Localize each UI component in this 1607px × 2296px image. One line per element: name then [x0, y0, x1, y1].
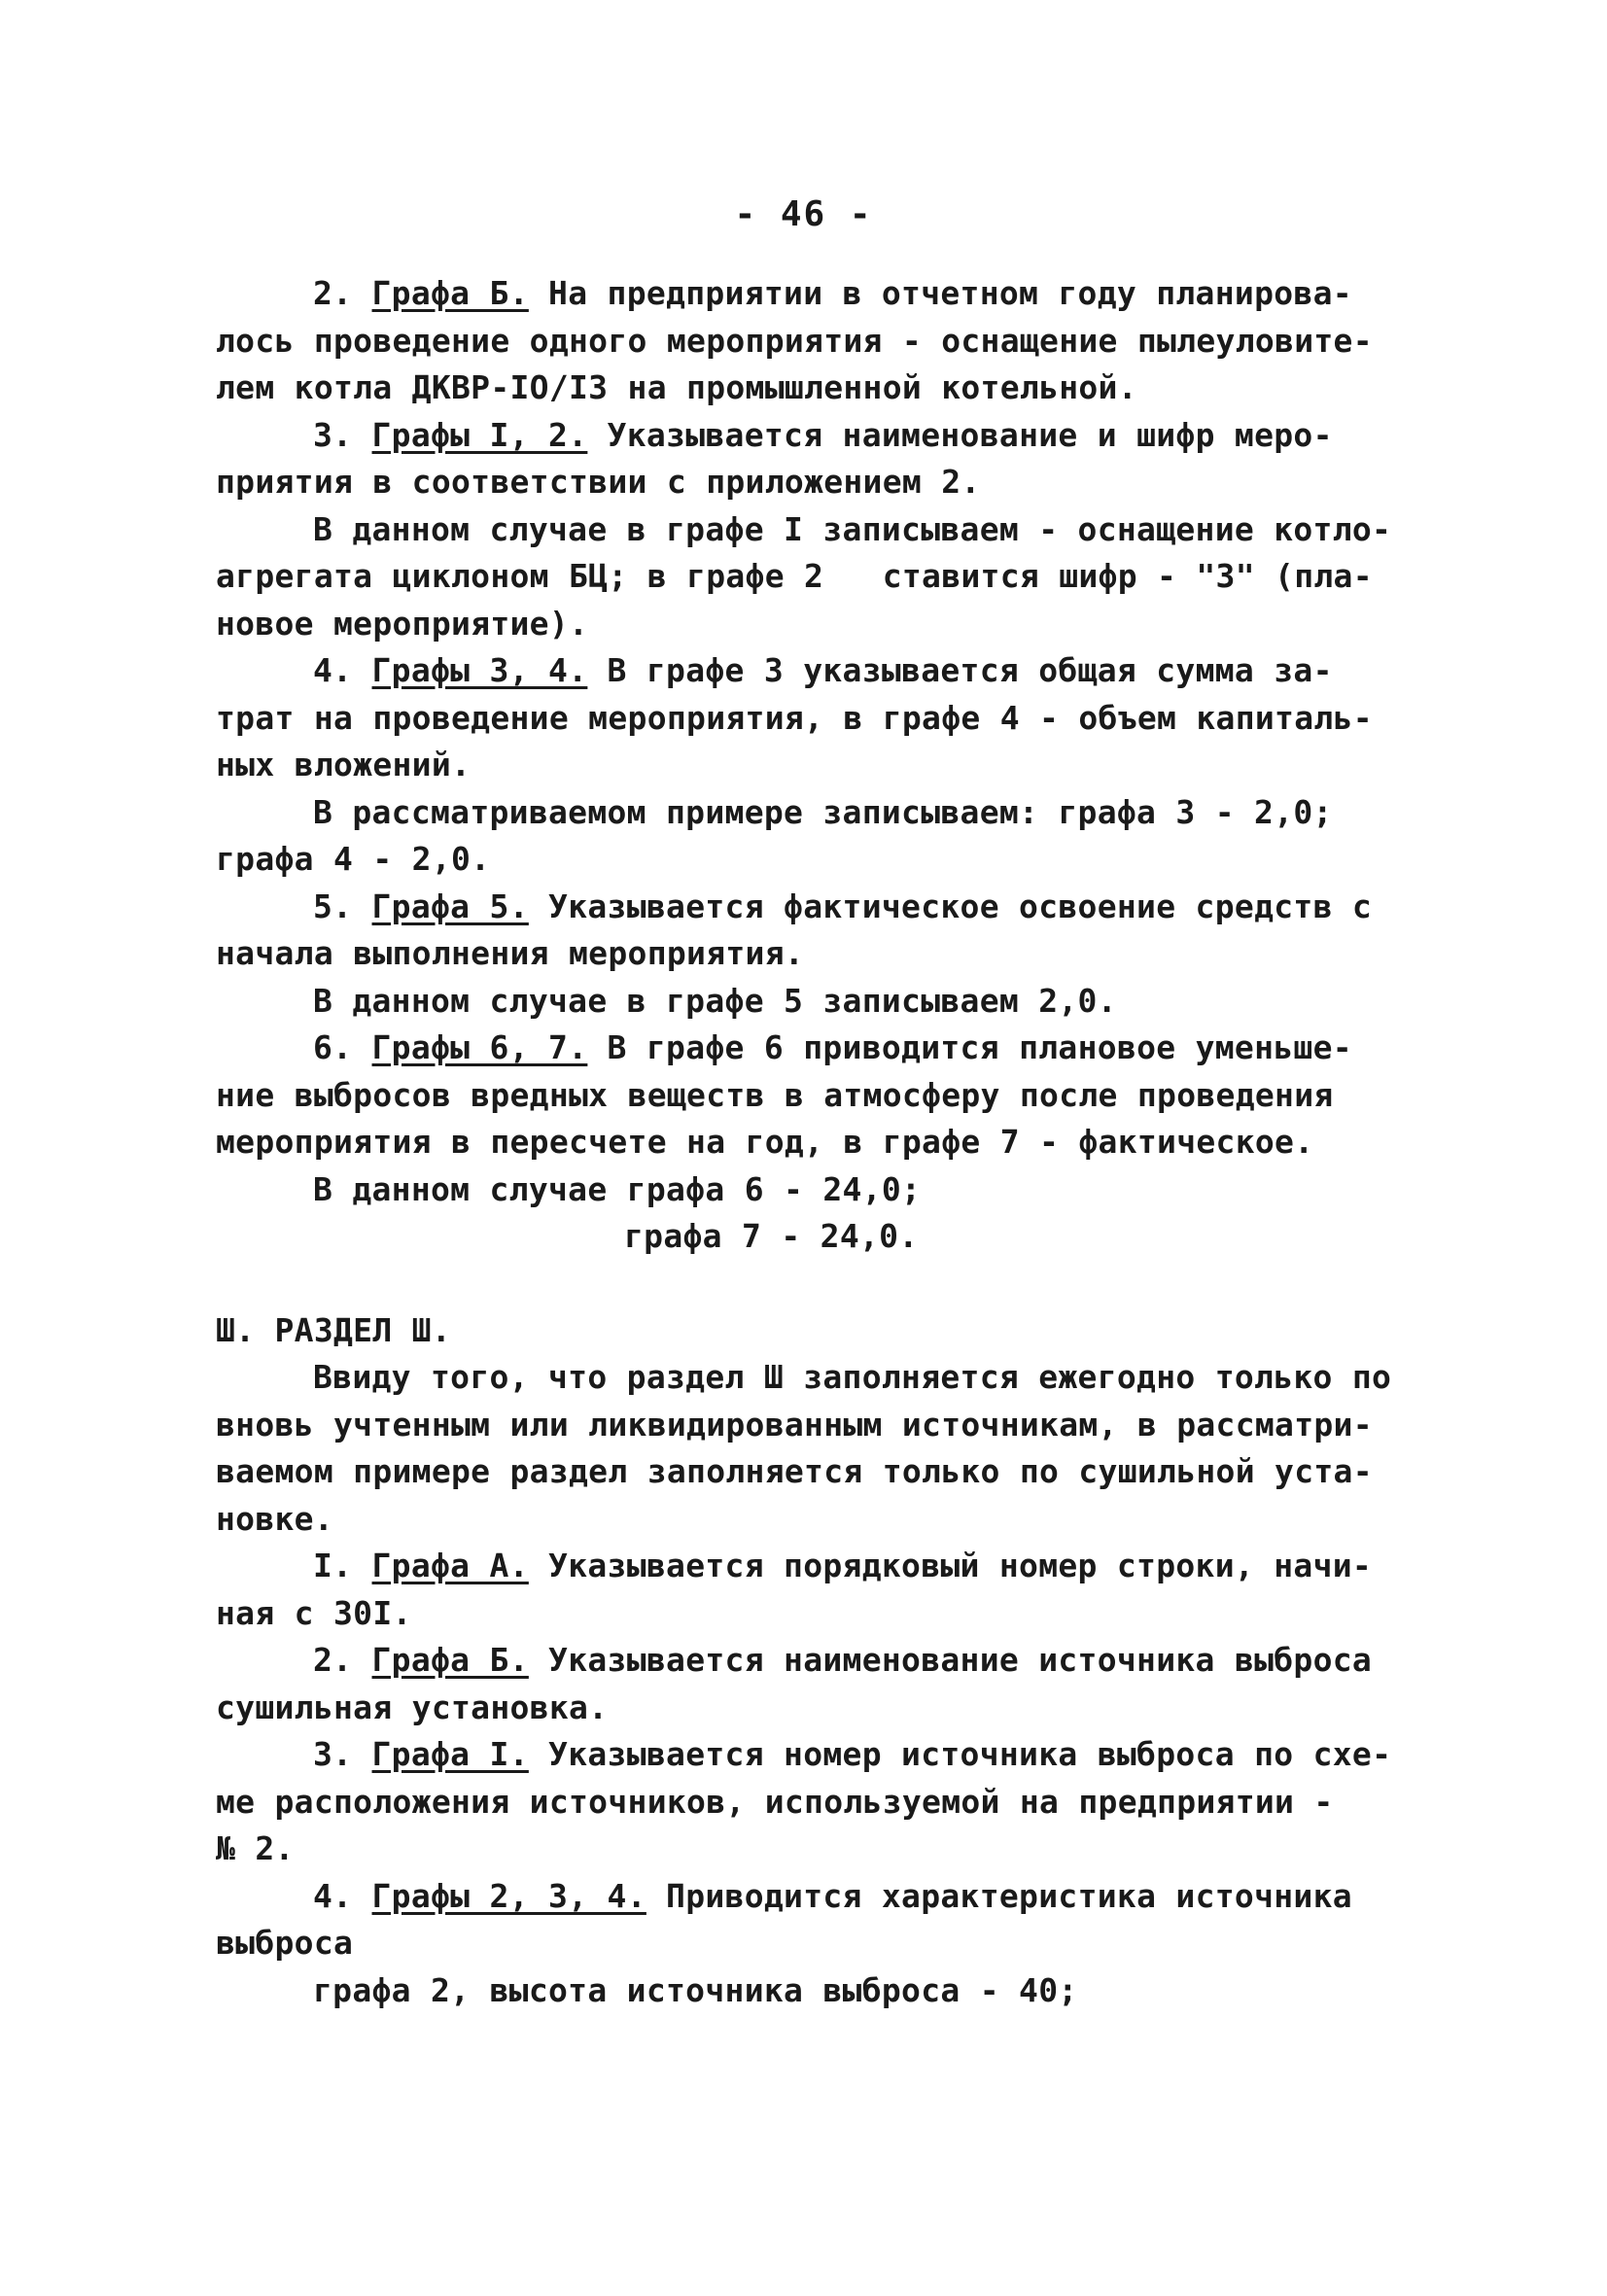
item-number: 3. — [313, 1735, 372, 1773]
item-number: 6. — [313, 1028, 372, 1066]
paragraph-line: лось проведение одного мероприятия - оснащение пылеуловите- — [216, 321, 1373, 360]
item-label: Графа А. — [371, 1547, 529, 1584]
item-text: Приводится характеристика источника — [646, 1876, 1352, 1915]
item-text: Указывается номер источника выброса по схе- — [528, 1735, 1392, 1773]
paragraph-line: № 2. — [216, 1829, 295, 1867]
paragraph-line: ме расположения источников, используемой на предприятии - — [216, 1782, 1334, 1821]
paragraph-line: В рассматриваемом примере записываем: графа 3 - 2,0; — [313, 792, 1333, 831]
paragraph-line: ная с 30I. — [216, 1593, 412, 1632]
item-label: Графа Б. — [371, 1641, 529, 1679]
page-number: - 46 - — [734, 194, 873, 234]
section-gap — [216, 1261, 1382, 1307]
paragraph-line: графа 7 - 24,0. — [624, 1217, 919, 1255]
paragraph-line: ваемом примере раздел заполняется только по сушильной уста- — [216, 1452, 1373, 1490]
paragraph-line: приятия в соответствии с приложением 2. — [216, 463, 981, 501]
paragraph-line — [216, 1637, 1382, 1685]
item-label: Графа 5. — [371, 887, 529, 925]
item-text: Указывается наименование и шифр меро- — [587, 415, 1333, 454]
paragraph-line — [216, 270, 1382, 318]
paragraph-line: трат на проведение мероприятия, в графе 4 - объем капиталь- — [216, 698, 1373, 737]
paragraph-line: ние выбросов вредных веществ в атмосферу после проведения — [216, 1075, 1334, 1114]
item-number: 3. — [313, 415, 372, 454]
paragraph-line: Ввиду того, что раздел Ш заполняется ежегодно только по — [313, 1358, 1392, 1396]
paragraph-line — [216, 1873, 1382, 1921]
paragraph-line — [216, 884, 1382, 931]
item-text: Указывается фактическое освоение средств с — [528, 887, 1373, 925]
paragraph-line: графа 2, высота источника выброса - 40; — [313, 1970, 1078, 2009]
item-number: 4. — [313, 1876, 372, 1915]
item-text: Указывается порядковый номер строки, начи- — [528, 1547, 1373, 1584]
paragraph-line — [216, 412, 1382, 460]
paragraph-line: агрегата циклоном БЦ; в графе 2 ставится шифр - "3" (пла- — [216, 557, 1373, 595]
item-text: Указывается наименование источника выброса — [528, 1641, 1373, 1679]
item-number: 2. — [313, 1641, 372, 1679]
paragraph-line: лем котла ДКВР-IO/I3 на промышленной котельной. — [216, 368, 1137, 406]
item-number: 2. — [313, 274, 372, 312]
paragraph-line: выброса — [216, 1924, 354, 1962]
item-number: I. — [313, 1547, 372, 1584]
item-label: Графы 6, 7. — [371, 1028, 588, 1066]
paragraph-line: В данном случае в графе I записываем - оснащение котло- — [313, 509, 1392, 548]
item-label: Графы I, 2. — [371, 415, 588, 454]
paragraph-line: мероприятия в пересчете на год, в графе 7 - фактическое. — [216, 1123, 1314, 1161]
paragraph-line — [216, 647, 1382, 695]
item-label: Графы 2, 3, 4. — [371, 1876, 646, 1915]
paragraph-line: новое мероприятие). — [216, 604, 589, 643]
item-number: 4. — [313, 651, 372, 689]
paragraph-line — [216, 1025, 1382, 1072]
item-label: Графа Б. — [371, 274, 529, 312]
paragraph-line: В данном случае в графе 5 записываем 2,0. — [313, 981, 1117, 1020]
paragraph-line: В данном случае графа 6 - 24,0; — [313, 1169, 922, 1208]
item-text: В графе 6 приводится плановое уменьше- — [587, 1028, 1352, 1066]
section-heading: Ш. РАЗДЕЛ Ш. — [216, 1310, 452, 1349]
item-text: На предприятии в отчетном году планирова- — [528, 274, 1352, 312]
paragraph-line: ных вложений. — [216, 746, 472, 783]
document-body — [216, 270, 1392, 2014]
paragraph-line: вновь учтенным или ликвидированным источникам, в рассматри- — [216, 1405, 1373, 1444]
item-label: Графа I. — [371, 1735, 529, 1773]
item-number: 5. — [313, 887, 372, 925]
paragraph-line — [216, 1731, 1392, 1779]
paragraph-line: новке. — [216, 1499, 334, 1538]
paragraph-line: начала выполнения мероприятия. — [216, 934, 805, 972]
paragraph-line: графа 4 - 2,0. — [216, 840, 491, 878]
item-label: Графы 3, 4. — [371, 651, 588, 689]
paragraph-line: сушильная установка. — [216, 1687, 609, 1726]
item-text: В графе 3 указывается общая сумма за- — [587, 651, 1333, 689]
paragraph-line — [216, 1543, 1382, 1590]
